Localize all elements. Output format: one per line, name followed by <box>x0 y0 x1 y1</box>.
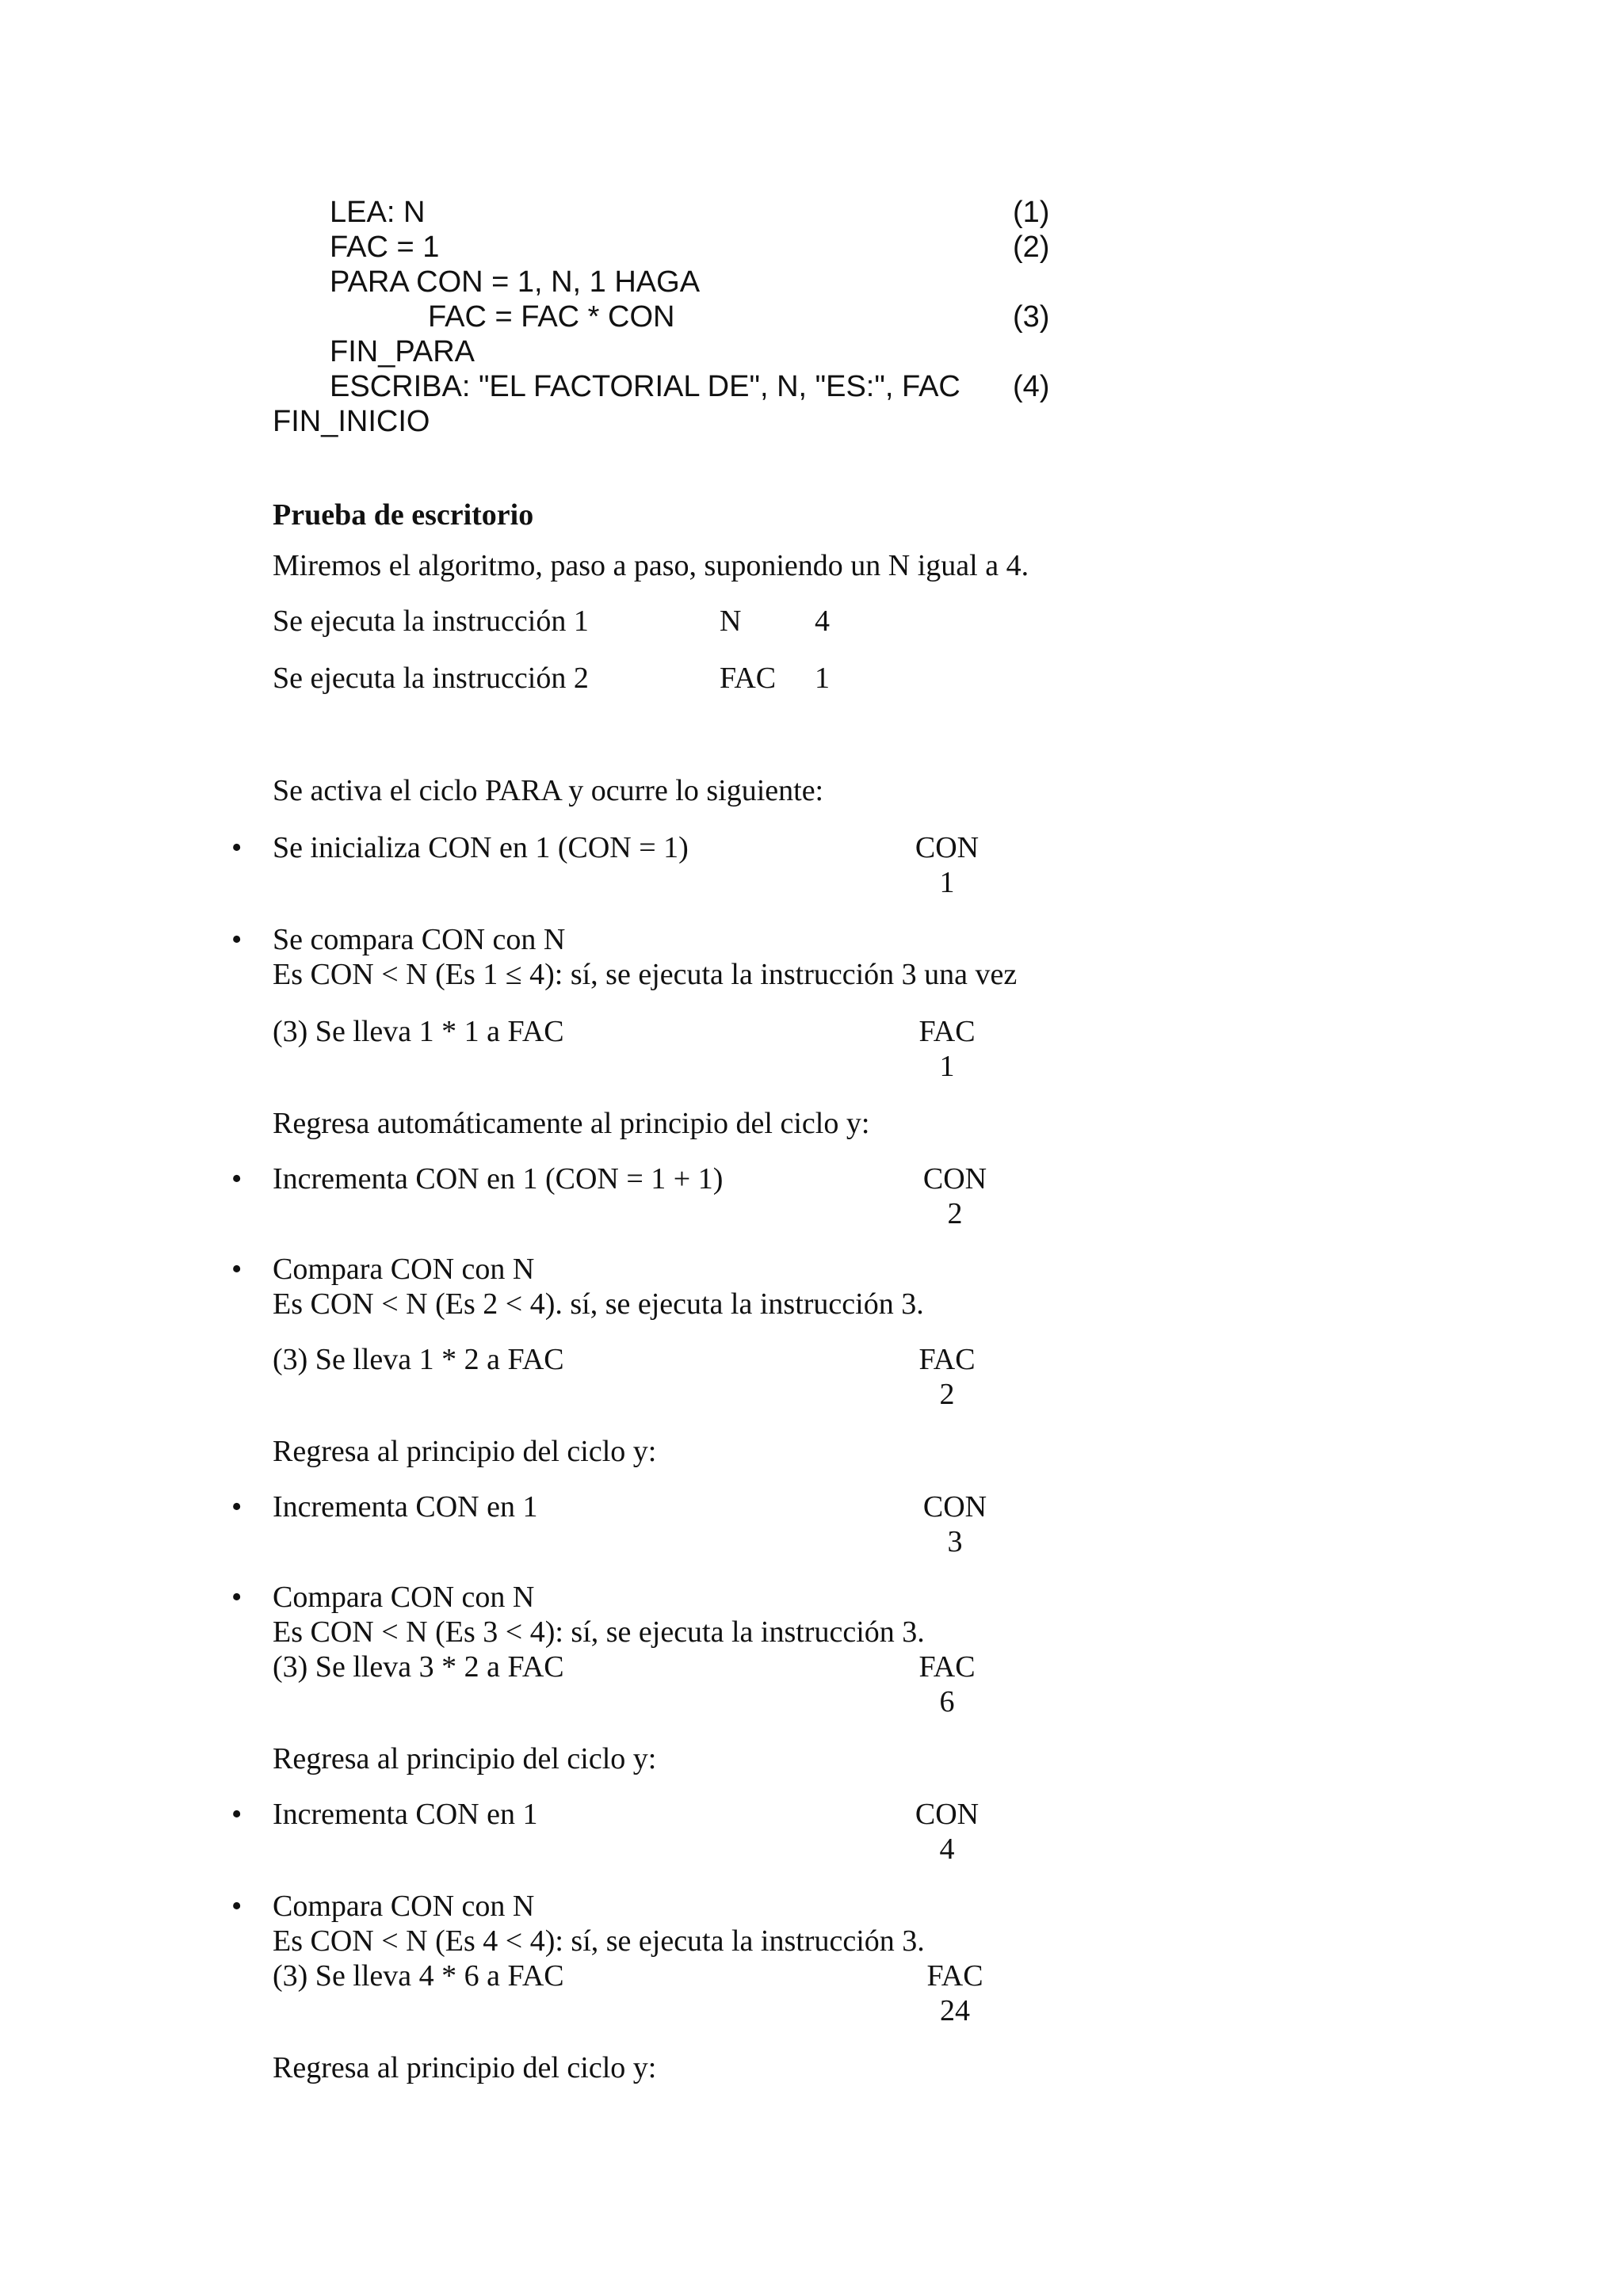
step-text: Se inicializa CON en 1 (CON = 1) <box>273 831 689 864</box>
code-line: LEA: N <box>330 196 426 229</box>
step-var: FAC <box>918 1343 976 1376</box>
bullet: • <box>231 923 242 956</box>
step-text: (3) Se lleva 1 * 1 a FAC <box>273 1015 564 1048</box>
step-val: 24 <box>940 1994 970 2027</box>
code-line: FIN_PARA <box>330 335 475 368</box>
return-text: Regresa automáticamente al principio del ciclo y: <box>273 1107 870 1140</box>
step-var: CON <box>915 831 980 864</box>
section-intro: Miremos el algoritmo, paso a paso, suponiendo un N igual a 4. <box>273 549 1029 582</box>
step-text: (3) Se lleva 3 * 2 a FAC <box>273 1650 564 1684</box>
step-var: CON <box>915 1798 980 1831</box>
bullet: • <box>231 1581 242 1614</box>
bullet: • <box>231 1162 242 1196</box>
step-var: CON <box>922 1490 987 1524</box>
step-val: 2 <box>939 1378 955 1411</box>
instruction-number: (4) <box>1013 370 1050 403</box>
return-text: Regresa al principio del ciclo y: <box>273 2051 657 2084</box>
step-var: FAC <box>918 1650 976 1684</box>
bullet: • <box>231 1798 242 1831</box>
step-text: (3) Se lleva 4 * 6 a FAC <box>273 1959 564 1993</box>
section-title: Prueba de escritorio <box>273 498 534 532</box>
code-line: ESCRIBA: "EL FACTORIAL DE", N, "ES:", FAC <box>330 370 960 403</box>
step-text: Es CON < N (Es 3 < 4): sí, se ejecuta la instrucción 3. <box>273 1615 925 1649</box>
step-var: FAC <box>926 1959 983 1993</box>
step-val: 4 <box>939 1833 955 1866</box>
bullet: • <box>231 1253 242 1286</box>
step-text: Compara CON con N <box>273 1890 535 1923</box>
code-line: FAC = FAC * CON <box>428 300 675 334</box>
step-text: Es CON < N (Es 2 < 4). sí, se ejecuta la instrucción 3. <box>273 1287 924 1321</box>
exec-val: 1 <box>815 662 830 695</box>
step-text: Es CON < N (Es 4 < 4): sí, se ejecuta la instrucción 3. <box>273 1924 925 1958</box>
exec-text: Se ejecuta la instrucción 2 <box>273 662 589 695</box>
step-val: 1 <box>939 1050 955 1083</box>
exec-text: Se ejecuta la instrucción 1 <box>273 605 589 638</box>
bullet: • <box>231 1490 242 1524</box>
step-text: Compara CON con N <box>273 1253 535 1286</box>
code-line: PARA CON = 1, N, 1 HAGA <box>330 265 701 299</box>
return-text: Regresa al principio del ciclo y: <box>273 1435 657 1468</box>
instruction-number: (1) <box>1013 196 1050 229</box>
loop-intro: Se activa el ciclo PARA y ocurre lo siguiente: <box>273 774 824 807</box>
code-line: FAC = 1 <box>330 231 440 264</box>
step-text: Incrementa CON en 1 (CON = 1 + 1) <box>273 1162 724 1196</box>
code-line: FIN_INICIO <box>273 405 430 438</box>
step-text: (3) Se lleva 1 * 2 a FAC <box>273 1343 564 1376</box>
step-val: 3 <box>947 1525 963 1558</box>
step-var: FAC <box>918 1015 976 1048</box>
step-val: 6 <box>939 1685 955 1718</box>
step-text: Es CON < N (Es 1 ≤ 4): sí, se ejecuta la instrucción 3 una vez <box>273 958 1018 991</box>
step-text: Incrementa CON en 1 <box>273 1798 538 1831</box>
step-text: Se compara CON con N <box>273 923 566 956</box>
instruction-number: (3) <box>1013 300 1050 334</box>
step-text: Incrementa CON en 1 <box>273 1490 538 1524</box>
exec-var: N <box>720 605 742 638</box>
bullet: • <box>231 1890 242 1923</box>
return-text: Regresa al principio del ciclo y: <box>273 1742 657 1775</box>
step-val: 2 <box>947 1197 963 1230</box>
step-var: CON <box>922 1162 987 1196</box>
exec-val: 4 <box>815 605 830 638</box>
exec-var: FAC <box>720 662 777 695</box>
step-text: Compara CON con N <box>273 1581 535 1614</box>
bullet: • <box>231 831 242 864</box>
instruction-number: (2) <box>1013 231 1050 264</box>
step-val: 1 <box>939 866 955 899</box>
